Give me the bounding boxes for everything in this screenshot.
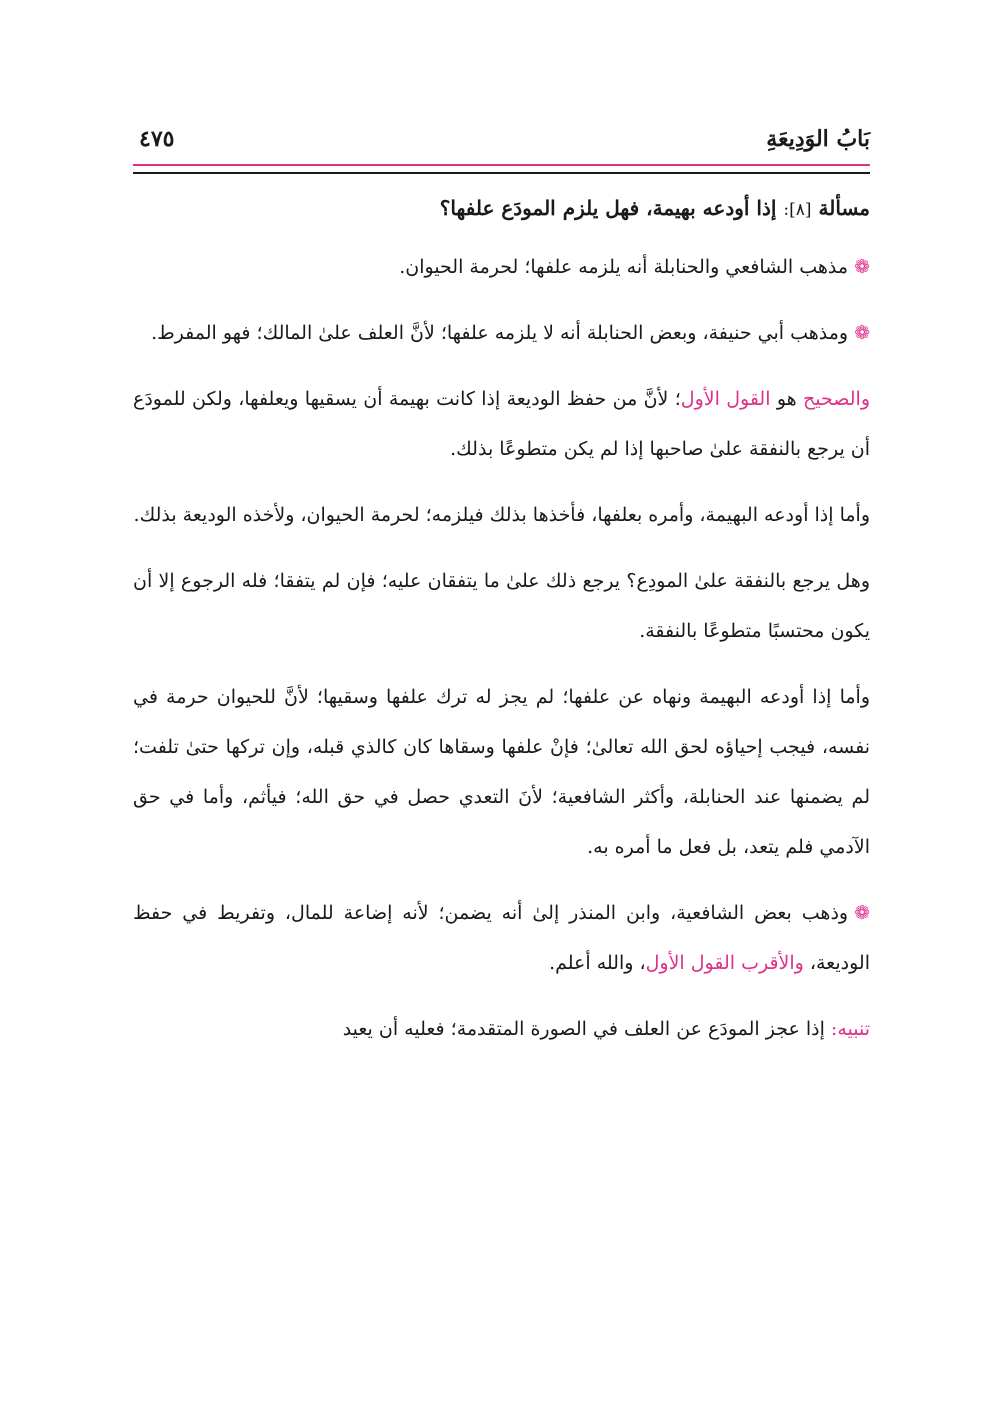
header-rule-black: [133, 172, 870, 174]
highlight-closest-opinion: والأقرب القول الأول: [645, 952, 804, 974]
flower-bullet-icon: ❁: [854, 322, 870, 344]
flower-bullet-icon: ❁: [854, 256, 870, 278]
highlight-sahih: والصحيح: [803, 388, 870, 410]
question-label: مسألة: [818, 196, 870, 220]
paragraph-4-text: وأما إذا أودعه البهيمة، وأمره بعلفها، فأخذها بذلك فيلزمه؛ لحرمة الحيوان، ولأخذه الوديعة بذلك.: [133, 504, 870, 526]
paragraph-1-text: مذهب الشافعي والحنابلة أنه يلزمه علفها؛ لحرمة الحيوان.: [399, 256, 849, 278]
question-number: [٨]:: [783, 200, 812, 220]
chapter-title: بَابُ الوَدِيعَةِ: [766, 126, 870, 152]
flower-bullet-icon: ❁: [854, 902, 870, 924]
paragraph-8: [133, 1004, 870, 1054]
paragraph-6: [133, 672, 870, 872]
paragraph-5: [133, 556, 870, 656]
page-header: [133, 120, 870, 164]
highlight-first-opinion: القول الأول: [680, 388, 771, 410]
paragraph-3: [133, 374, 870, 474]
paragraph-7-end: ، والله أعلم.: [549, 952, 646, 974]
paragraph-3-text: ؛ لأنَّ من حفظ الوديعة إذا كانت بهيمة أن يسقيها ويعلفها، ولكن للمودَع أن يرجع بالنفقة علىٰ صاحبها إذا لم يكن متطوعًا بذلك.: [133, 388, 870, 460]
paragraph-4: [133, 490, 870, 540]
paragraph-6-text: وأما إذا أودعه البهيمة ونهاه عن علفها؛ لم يجز له ترك علفها وسقيها؛ لأنَّ للحيوان حرمة في نفسه، فيجب إحياؤه لحق الله تعالىٰ؛ فإنْ علفها وسقاها كان كالذي قبله، وإن تركها حتىٰ تلفت؛ لم يضمنها عند الحنابلة، وأكثر الشافعية؛ لأنَ التعدي حصل في حق الله؛ فيأثم، وأما في حق الآدمي فلم يتعد، بل فعل ما أمره به.: [133, 686, 870, 858]
paragraph-7-text: وذهب بعض الشافعية، وابن المنذر إلىٰ أنه يضمن؛ لأنه إضاعة للمال، وتفريط في حفظ الوديعة،: [133, 902, 870, 974]
paragraph-5-text: وهل يرجع بالنفقة علىٰ المودِع؟ يرجع ذلك علىٰ ما يتفقان عليه؛ فإن لم يتفقا؛ فله الرجوع إلا أن يكون محتسبًا متطوعًا بالنفقة.: [133, 570, 870, 642]
paragraph-8-text: إذا عجز المودَع عن العلف في الصورة المتقدمة؛ فعليه أن يعيد: [342, 1018, 831, 1040]
paragraph-3-connector: هو: [770, 388, 804, 410]
note-label: تنبيه:: [830, 1018, 870, 1040]
paragraph-2: [133, 308, 870, 358]
paragraph-1: [133, 242, 870, 292]
paragraph-7: [133, 888, 870, 988]
paragraph-2-text: ومذهب أبي حنيفة، وبعض الحنابلة أنه لا يلزمه علفها؛ لأنَّ العلف علىٰ المالك؛ فهو المفرط.: [151, 322, 849, 344]
question-text: إذا أودعه بهيمة، فهل يلزم المودَع علفها؟: [439, 196, 777, 220]
document-page: [133, 120, 870, 1054]
question-heading: [133, 188, 870, 230]
page-number: ٤٧٥: [139, 126, 175, 152]
header-rule-pink: [133, 164, 870, 166]
